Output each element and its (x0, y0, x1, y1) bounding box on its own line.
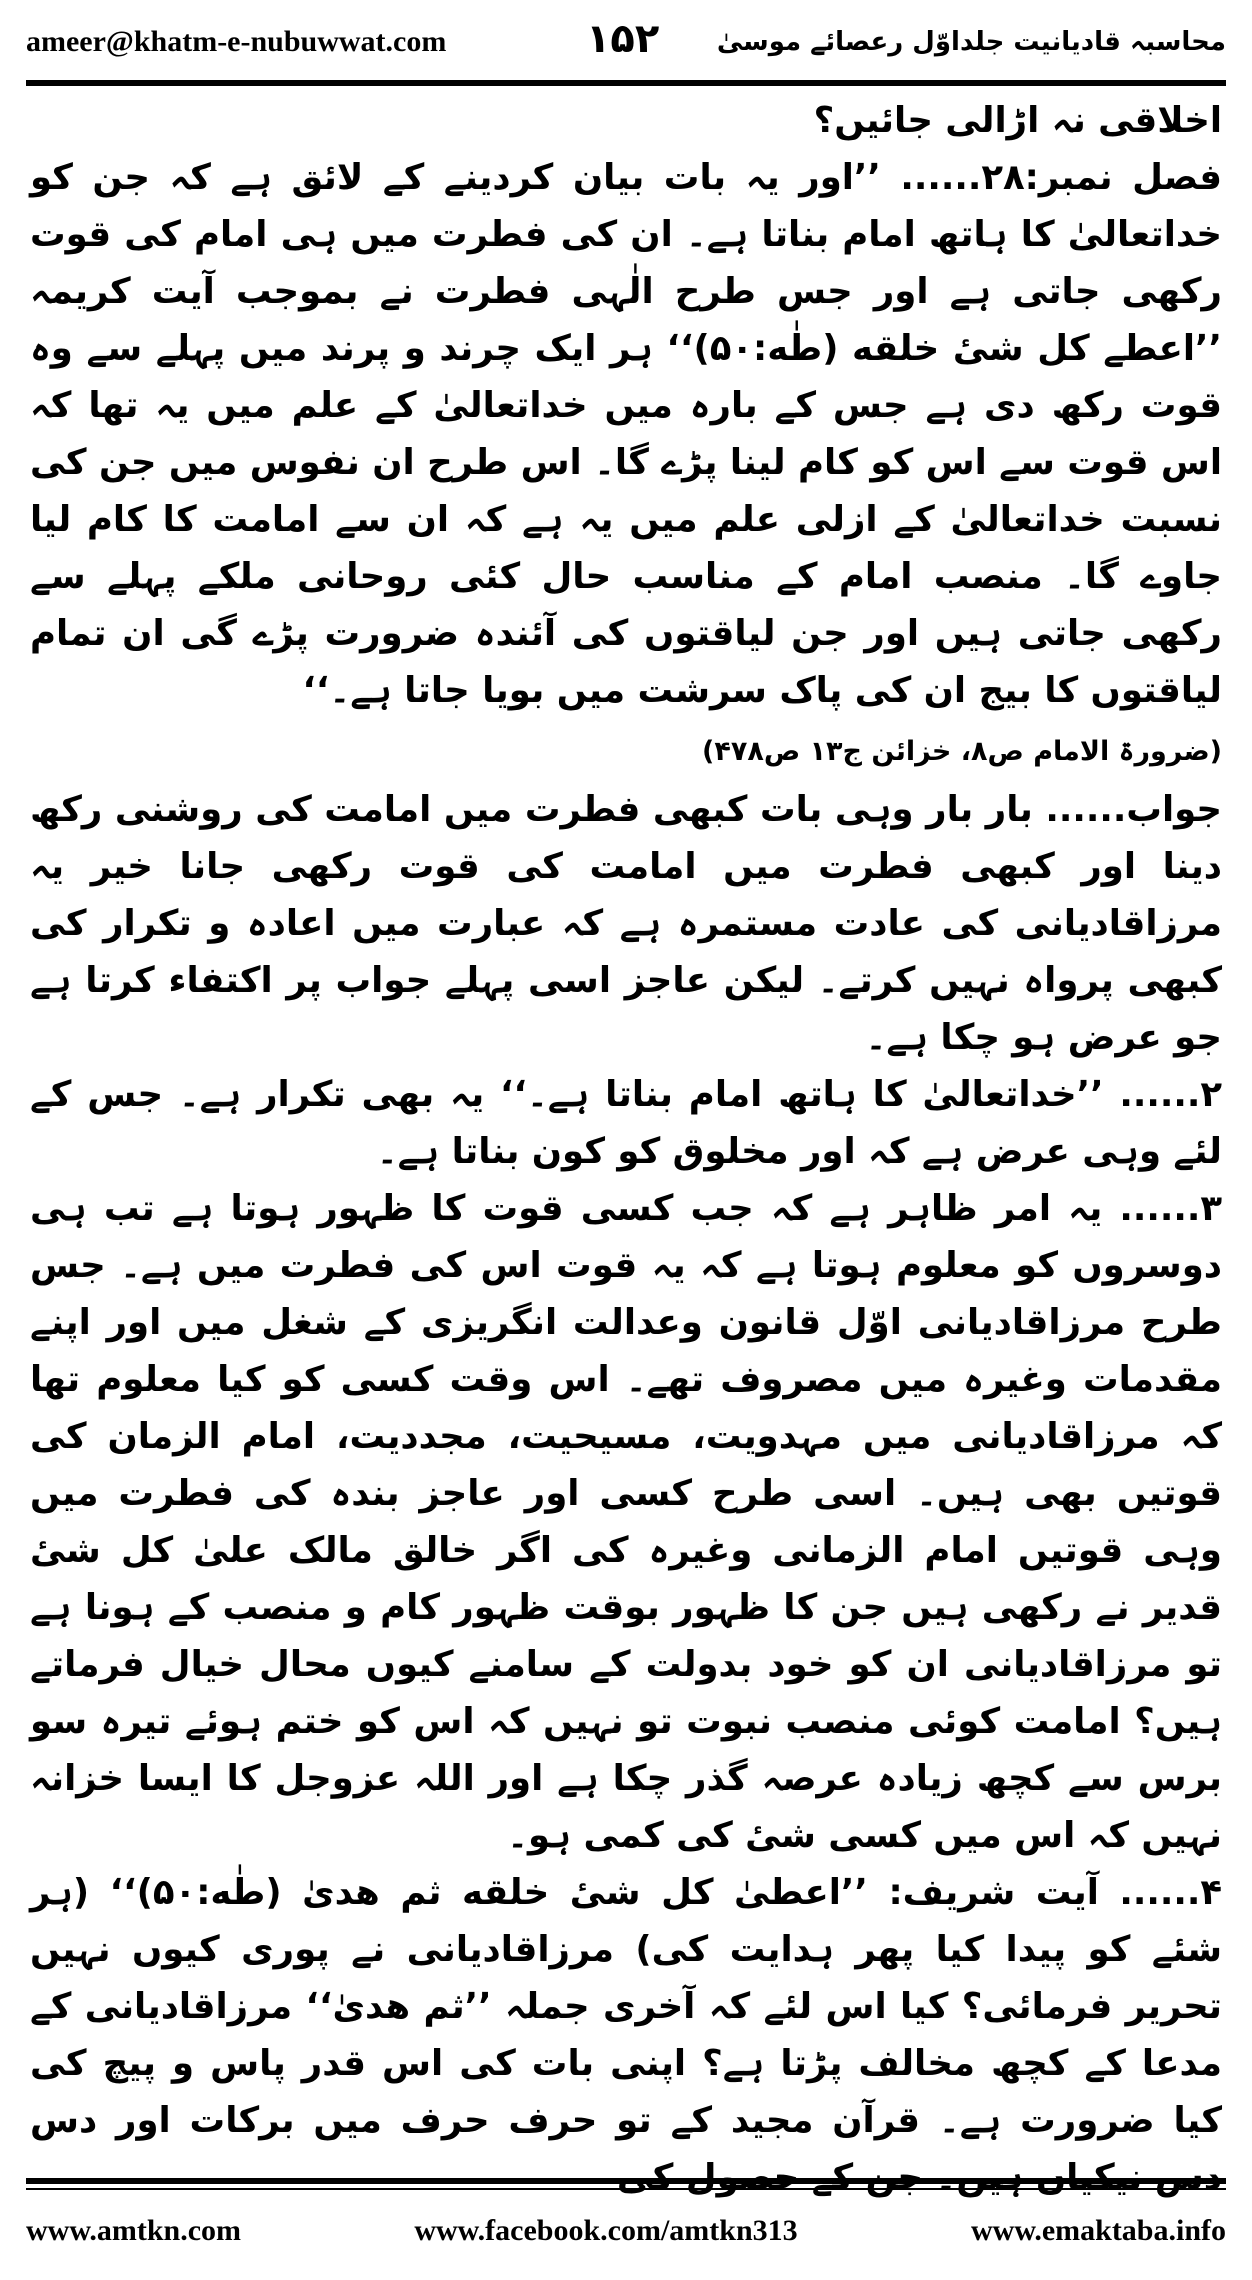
page-footer (26, 2206, 1226, 2256)
paragraph-2: فصل نمبر:۲۸...... ’’اور یہ بات بیان کردینے کے لائق ہے کہ جن کو خداتعالیٰ کا ہاتھ امام بناتا ہے۔ ان کی فطرت میں ہی امام کی قوت رکھی جاتی ہے اور جس طرح الٰہی فطرت نے بموجب آیت کریمہ ’’اعطے کل شیٔ خلقه (طٰه:۵۰)‘‘ ہر ایک چرند و پرند میں پہلے سے وہ قوت رکھ دی ہے جس کے بارہ میں خداتعالیٰ کے علم میں یہ تھا کہ اس قوت سے اس کو کام لینا پڑے گا۔ اس طرح ان نفوس میں جن کی نسبت خداتعالیٰ کے ازلی علم میں یہ ہے کہ ان سے امامت کا کام لیا جاوے گا۔ منصب امام کے مناسب حال کئی روحانی ملکے پہلے سے رکھی جاتی ہیں اور جن لیاقتوں کی آئندہ ضرورت پڑے گی ان تمام لیاقتوں کا بیج ان کی پاک سرشت میں بویا جاتا ہے۔‘‘ (30, 157, 1222, 711)
reference-citation: (ضرورۃ الامام ص۸، خزائن ج۱۳ ص۴۷۸) (702, 736, 1222, 767)
header-email: ameer@khatm-e-nubuwwat.com (26, 25, 447, 58)
paragraph-5: ۳...... یہ امر ظاہر ہے کہ جب کسی قوت کا ظہور ہوتا ہے تب ہی دوسروں کو معلوم ہوتا ہے کہ یہ قوت اس کی فطرت میں ہے۔ جس طرح مرزاقادیانی اوّل قانون وعدالت انگریزی کے شغل میں اور اپنے مقدمات وغیرہ میں مصروف تھے۔ اس وقت کسی کو کیا معلوم تھا کہ مرزاقادیانی میں مہدویت، مسیحیت، مجددیت، امام الزمان کی قوتیں بھی ہیں۔ اسی طرح کسی اور عاجز بندہ کی فطرت میں وہی قوتیں امام الزمانی وغیرہ کی اگر خالق مالک علیٰ کل شیٔ قدیر نے رکھی ہیں جن کا ظہور بوقت ظہور کام و منصب کے ہونا ہے تو مرزاقادیانی ان کو خود بدولت کے سامنے کیوں محال خیال فرماتے ہیں؟ امامت کوئی منصب نبوت تو نہیں کہ اس کو ختم ہوئے تیرہ سو برس سے کچھ زیادہ عرصہ گذر چکا ہے اور اللہ عزوجل کا ایسا خزانہ نہیں کہ اس میں کسی شیٔ کی کمی ہو۔ (30, 1188, 1222, 1856)
footer-link-emaktaba[interactable]: www.emaktaba.info (970, 2214, 1226, 2247)
page-body (30, 92, 1222, 2198)
page-number: ۱۵۲ (586, 16, 660, 62)
paragraph-1: اخلاقی نہ اڑالی جائیں؟ (813, 100, 1222, 141)
header-rule (26, 80, 1226, 86)
footer-link-amtkn[interactable]: www.amtkn.com (26, 2214, 241, 2247)
footer-rule-thick (26, 2178, 1226, 2184)
paragraph-3: جواب...... بار بار وہی بات کبھی فطرت میں امامت کی روشنی رکھ دینا اور کبھی فطرت میں امامت کی قوت رکھی جانا خیر یہ مرزاقادیانی کی عادت مستمرہ ہے کہ عبارت میں اعادہ و تکرار کی کبھی پرواہ نہیں کرتے۔ لیکن عاجز اسی پہلے جواب پر اکتفاء کرتا ہے جو عرض ہو چکا ہے۔ (30, 789, 1222, 1058)
footer-rule-thin (26, 2188, 1226, 2190)
paragraph-6: ۴...... آیت شریف: ’’اعطیٰ کل شیٔ خلقه ثم هدیٰ (طٰه:۵۰)‘‘ (ہر شئے کو پیدا کیا پھر ہدایت کی) مرزاقادیانی نے پوری کیوں نہیں تحریر فرمائی؟ کیا اس لئے کہ آخری جملہ ’’ثم هدیٰ‘‘ مرزاقادیانی کے مدعا کے کچھ مخالف پڑتا ہے؟ اپنی بات کی اس قدر پاس و پیچ کی کیا ضرورت ہے۔ قرآن مجید کے تو حرف حرف میں برکات اور دس دس نیکیاں ہیں۔ جن کے حصول کی (30, 1872, 1222, 2198)
book-title: محاسبہ قادیانیت جلداوّل رعصائے موسیٰ (716, 27, 1226, 57)
footer-link-facebook[interactable]: www.facebook.com/amtkn313 (414, 2214, 798, 2247)
page-header (26, 12, 1226, 72)
paragraph-4: ۲...... ’’خداتعالیٰ کا ہاتھ امام بناتا ہے۔‘‘ یہ بھی تکرار ہے۔ جس کے لئے وہی عرض ہے کہ اور مخلوق کو کون بناتا ہے۔ (30, 1074, 1222, 1172)
